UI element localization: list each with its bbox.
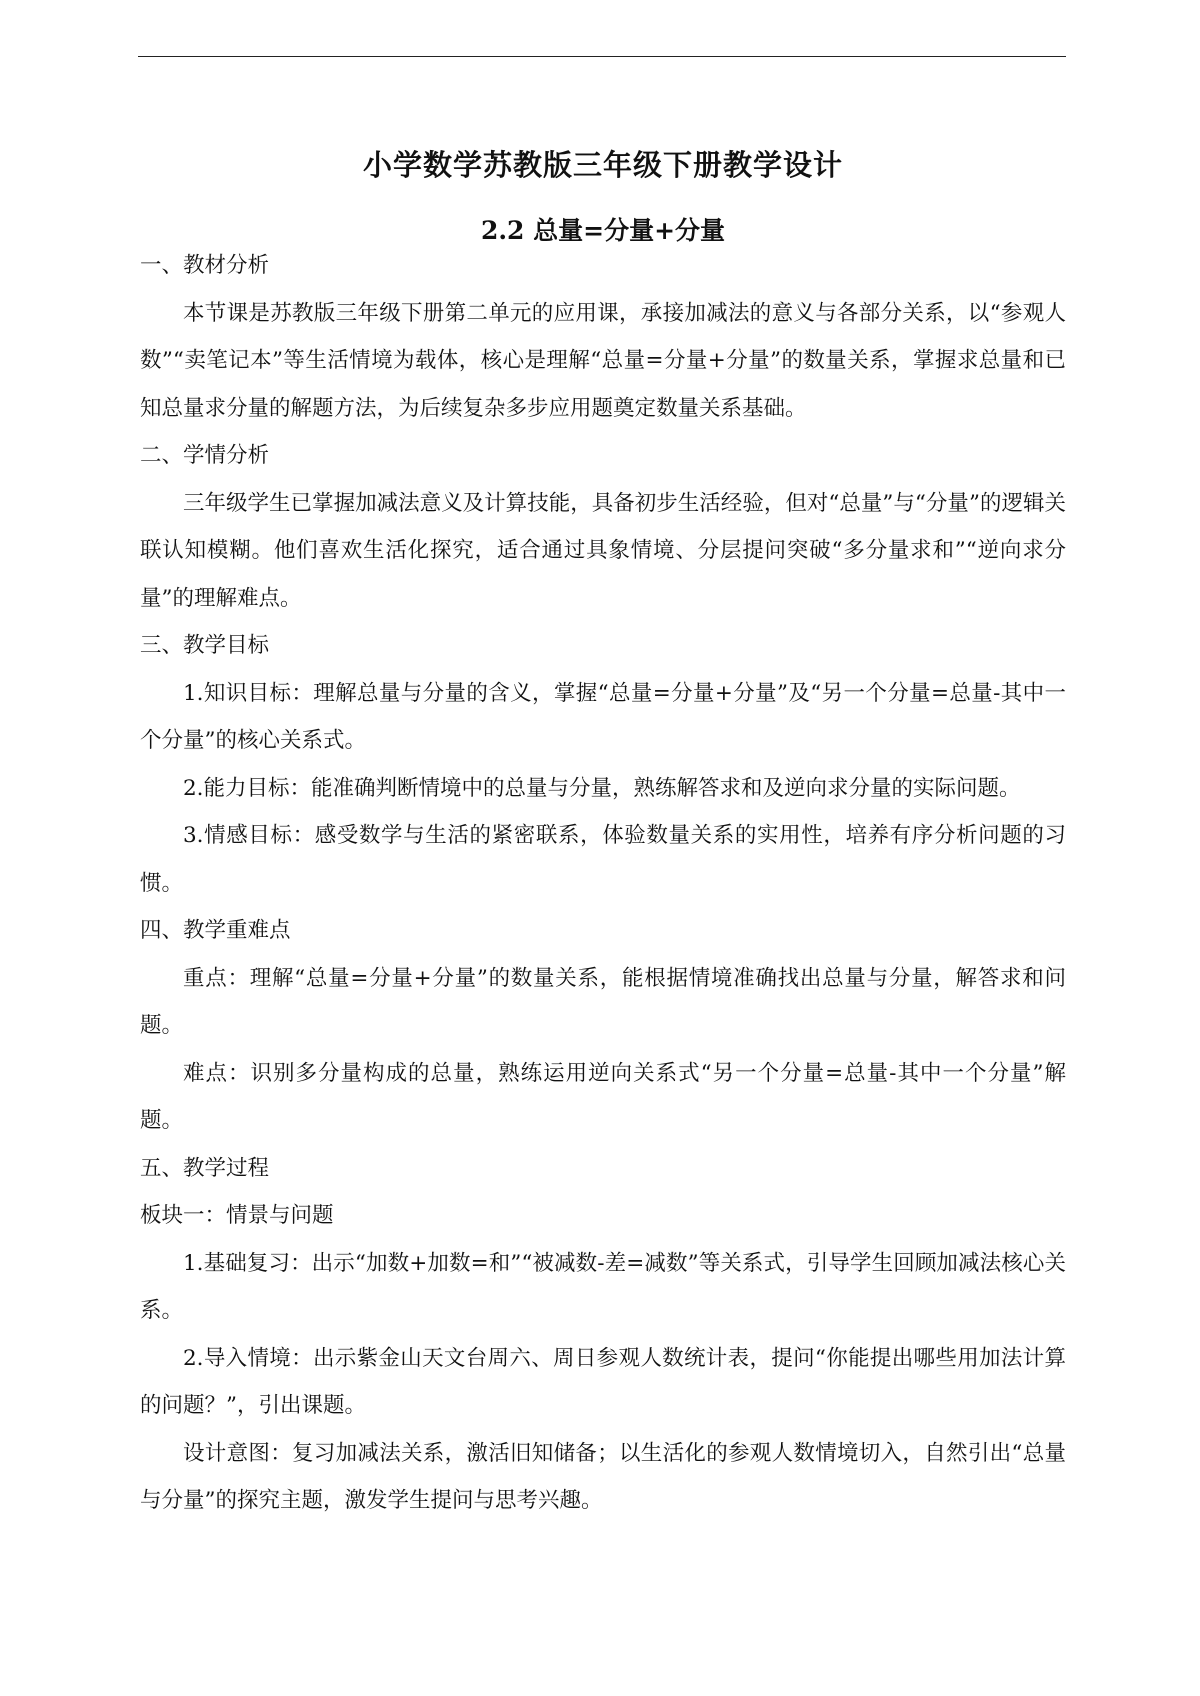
section-textbook-analysis: [140, 242, 1066, 432]
header-rule: [138, 56, 1066, 57]
paragraph: 1.知识目标：理解总量与分量的含义，掌握“总量=分量+分量”及“另一个分量=总量-其中一个分量”的核心关系式。: [140, 680, 1066, 753]
section-heading: 三、教学目标: [140, 633, 270, 658]
paragraph: 2.能力目标：能准确判断情境中的总量与分量，熟练解答求和及逆向求分量的实际问题。: [183, 775, 1021, 801]
paragraph: 设计意图：复习加减法关系，激活旧知储备；以生活化的参观人数情境切入，自然引出“总量与分量”的探究主题，激发学生提问与思考兴趣。: [140, 1440, 1066, 1513]
paragraph: 3.情感目标：感受数学与生活的紧密联系，体验数量关系的实用性，培养有序分析问题的习惯。: [140, 823, 1066, 896]
section-heading: 五、教学过程: [140, 1155, 270, 1181]
document-body: [140, 242, 1066, 1525]
paragraph: 1.基础复习：出示“加数+加数=和”“被减数-差=减数”等关系式，引导学生回顾加减法核心关系。: [140, 1250, 1066, 1323]
section-student-analysis: [140, 432, 1066, 622]
paragraph: 本节课是苏教版三年级下册第二单元的应用课，承接加减法的意义与各部分关系，以“参观人数”“卖笔记本”等生活情境为载体，核心是理解“总量=分量+分量”的数量关系，掌握求总量和已知总量求分量的解题方法，为后续复杂多步应用题奠定数量关系基础。: [140, 300, 1066, 421]
section-heading: 二、学情分析: [140, 443, 270, 468]
paragraph: 2.导入情境：出示紫金山天文台周六、周日参观人数统计表，提问“你能提出哪些用加法计算的问题？”，引出课题。: [140, 1345, 1066, 1418]
paragraph: 三年级学生已掌握加减法意义及计算技能，具备初步生活经验，但对“总量”与“分量”的逻辑关联认知模糊。他们喜欢生活化探究，适合通过具象情境、分层提问突破“多分量求和”“逆向求分量”的理解难点。: [140, 490, 1066, 611]
section-teaching-goals: [140, 622, 1066, 907]
paragraph: 重点：理解“总量=分量+分量”的数量关系，能根据情境准确找出总量与分量，解答求和问题。: [140, 965, 1066, 1038]
section-heading: 四、教学重难点: [140, 918, 291, 943]
block-heading: 板块一：情景与问题: [140, 1203, 334, 1228]
paragraph: 难点：识别多分量构成的总量，熟练运用逆向关系式“另一个分量=总量-其中一个分量”解题。: [140, 1060, 1066, 1133]
document-title: 小学数学苏教版三年级下册教学设计: [362, 148, 843, 183]
lesson-subtitle: 2.2 总量=分量+分量: [480, 215, 726, 245]
section-key-difficult-points: [140, 907, 1066, 1145]
section-heading: 一、教材分析: [140, 253, 270, 278]
section-teaching-process: [140, 1145, 1066, 1525]
